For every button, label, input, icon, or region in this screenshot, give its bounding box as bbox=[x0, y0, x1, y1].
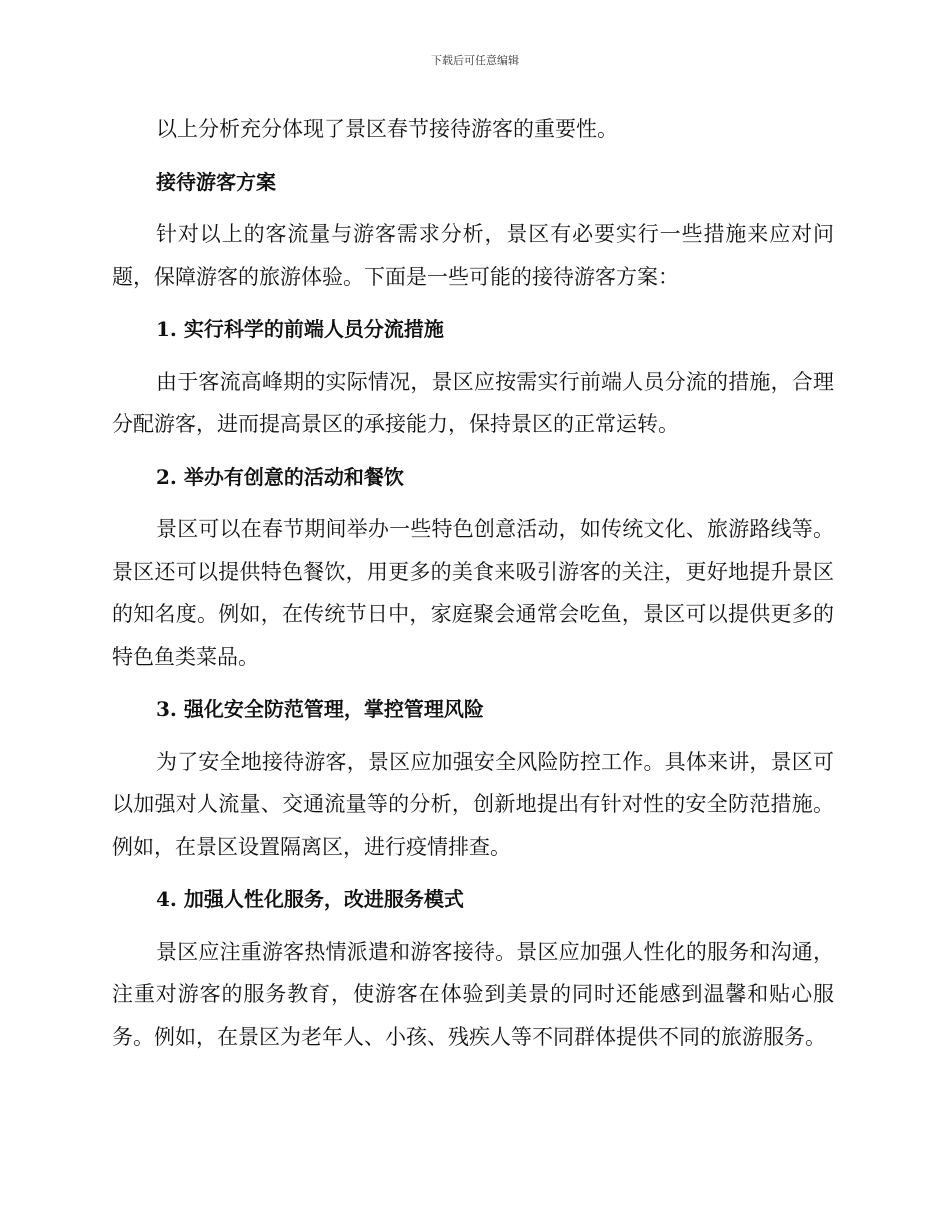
heading-item-4: 4. 加强人性化服务，改进服务模式 bbox=[156, 887, 464, 911]
heading-item-3: 3. 强化安全防范管理，掌控管理风险 bbox=[156, 697, 484, 721]
document-body bbox=[112, 108, 834, 1058]
heading-reception-plan: 接待游客方案 bbox=[156, 169, 276, 194]
heading-item-1: 1. 实行科学的前端人员分流措施 bbox=[156, 317, 444, 341]
paragraph-item-3: 为了安全地接待游客，景区应加强安全风险防控工作。具体来讲，景区可以加强对人流量、交通流量等的分析，创新地提出有针对性的安全防范措施。例如，在景区设置隔离区，进行疫情排查。 bbox=[112, 749, 834, 859]
heading-item-2: 2. 举办有创意的活动和餐饮 bbox=[156, 464, 404, 489]
paragraph-item-4: 景区应注重游客热情派遣和游客接待。景区应加强人性化的服务和沟通，注重对游客的服务教育，使游客在体验到美景的同时还能感到温馨和贴心服务。例如，在景区为老年人、小孩、残疾人等不同群体提供不同的旅游服务。 bbox=[112, 939, 834, 1049]
paragraph-plan-intro: 针对以上的客流量与游客需求分析，景区有必要实行一些措施来应对问题，保障游客的旅游体验。下面是一些可能的接待游客方案： bbox=[112, 222, 834, 289]
paragraph-importance-summary: 以上分析充分体现了景区春节接待游客的重要性。 bbox=[156, 117, 618, 141]
paragraph-item-1: 由于客流高峰期的实际情况，景区应按需实行前端人员分流的措施，合理分配游客，进而提高景区的承接能力，保持景区的正常运转。 bbox=[112, 369, 834, 436]
paragraph-item-2: 景区可以在春节期间举办一些特色创意活动，如传统文化、旅游路线等。景区还可以提供特色餐饮，用更多的美食来吸引游客的关注，更好地提升景区的知名度。例如，在传统节日中，家庭聚会通常会吃鱼，景区可以提供更多的特色鱼类菜品。 bbox=[112, 517, 834, 669]
running-header: 下载后可任意编辑 bbox=[431, 54, 519, 67]
